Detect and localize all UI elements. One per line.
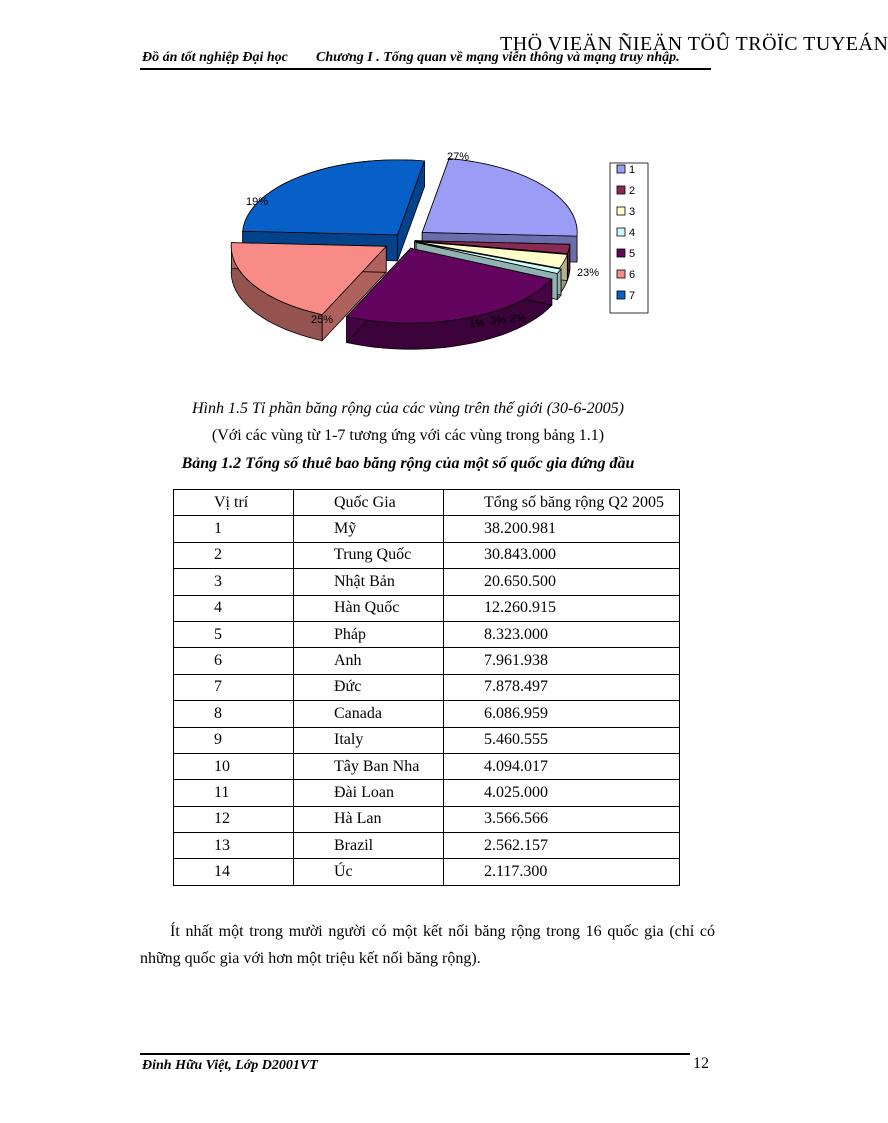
legend-label: 6 bbox=[629, 269, 636, 281]
table-cell-rank: 4 bbox=[174, 595, 294, 621]
table-cell-rank: 3 bbox=[174, 569, 294, 595]
table-cell-country: Brazil bbox=[294, 833, 444, 859]
table-cell-rank: 2 bbox=[174, 542, 294, 568]
table-cell-rank: 14 bbox=[174, 859, 294, 885]
table-row bbox=[174, 621, 680, 647]
page-number: 12 bbox=[693, 1055, 709, 1072]
table-cell-country: Nhật Bản bbox=[294, 569, 444, 595]
table-title: Bảng 1.2 Tổng số thuê bao băng rộng của một số quốc gia đứng đầu bbox=[181, 455, 635, 472]
body-paragraph: Ít nhất một trong mười người có một kết nối băng rộng trong 16 quốc gia (chỉ có những quốc gia với hơn một triệu kết nối băng rộng). bbox=[140, 923, 715, 967]
table-cell-rank: 1 bbox=[174, 516, 294, 542]
table-cell-country: Trung Quốc bbox=[294, 542, 444, 568]
table-cell-country: Đài Loan bbox=[294, 780, 444, 806]
table-cell-country: Mỹ bbox=[294, 516, 444, 542]
header-chapter-title: Chương I . Tổng quan về mạng viễn thông và mạng truy nhập. bbox=[316, 50, 680, 65]
table-cell-rank: 7 bbox=[174, 674, 294, 700]
figure-note: (Với các vùng từ 1-7 tương ứng với các vùng trong bảng 1.1) bbox=[211, 427, 605, 444]
pie-data-label: 23% bbox=[576, 267, 600, 279]
table-row bbox=[174, 674, 680, 700]
legend-label: 7 bbox=[629, 290, 636, 302]
legend-label: 4 bbox=[629, 227, 636, 239]
pie-data-label: 2% bbox=[510, 313, 526, 325]
table-cell-total: 20.650.500 bbox=[444, 569, 680, 595]
footer-author: Đinh Hữu Việt, Lớp D2001VT bbox=[142, 1058, 318, 1073]
pie-chart bbox=[0, 0, 816, 380]
table-row bbox=[174, 727, 680, 753]
table-cell-rank: 11 bbox=[174, 780, 294, 806]
table-header-cell: Tổng số băng rộng Q2 2005 bbox=[444, 490, 680, 516]
legend-label: 2 bbox=[629, 185, 636, 197]
table-cell-rank: 6 bbox=[174, 648, 294, 674]
table-cell-country: Italy bbox=[294, 727, 444, 753]
table-row bbox=[174, 701, 680, 727]
table-cell-total: 2.117.300 bbox=[444, 859, 680, 885]
pie-slice-top bbox=[422, 159, 577, 237]
table-cell-country: Hàn Quốc bbox=[294, 595, 444, 621]
table-row bbox=[174, 595, 680, 621]
table-cell-total: 4.025.000 bbox=[444, 780, 680, 806]
table-cell-total: 30.843.000 bbox=[444, 542, 680, 568]
table-cell-total: 3.566.566 bbox=[444, 806, 680, 832]
legend-swatch bbox=[617, 228, 625, 236]
table-row bbox=[174, 833, 680, 859]
chart-legend bbox=[610, 163, 648, 313]
broadband-table bbox=[173, 489, 680, 886]
table-cell-rank: 13 bbox=[174, 833, 294, 859]
table-cell-total: 8.323.000 bbox=[444, 621, 680, 647]
table-cell-total: 5.460.555 bbox=[444, 727, 680, 753]
footer-divider bbox=[140, 1053, 690, 1055]
table-cell-total: 38.200.981 bbox=[444, 516, 680, 542]
table-row bbox=[174, 806, 680, 832]
pie-data-label: 1% bbox=[469, 318, 485, 330]
table-cell-total: 12.260.915 bbox=[444, 595, 680, 621]
table-cell-country: Pháp bbox=[294, 621, 444, 647]
legend-label: 3 bbox=[629, 206, 636, 218]
table-cell-rank: 9 bbox=[174, 727, 294, 753]
table-row bbox=[174, 542, 680, 568]
table-cell-total: 7.878.497 bbox=[444, 674, 680, 700]
legend-swatch bbox=[617, 207, 625, 215]
pie-data-label: 25% bbox=[310, 314, 334, 326]
table-cell-rank: 10 bbox=[174, 753, 294, 779]
table-row bbox=[174, 516, 680, 542]
table-cell-rank: 8 bbox=[174, 701, 294, 727]
table-cell-rank: 12 bbox=[174, 806, 294, 832]
table-row bbox=[174, 569, 680, 595]
watermark: THÖ VIEÄN ÑIEÄN TÖÛ TRÖÏC TUYEÁN bbox=[500, 33, 888, 55]
pie-data-label: 27% bbox=[446, 151, 470, 163]
table-row bbox=[174, 648, 680, 674]
pie-data-label: 19% bbox=[245, 196, 269, 208]
table-cell-country: Úc bbox=[294, 859, 444, 885]
table-cell-rank: 5 bbox=[174, 621, 294, 647]
table-row bbox=[174, 780, 680, 806]
legend-swatch bbox=[617, 165, 625, 173]
table-header-cell: Vị trí bbox=[174, 490, 294, 516]
table-cell-country: Canada bbox=[294, 701, 444, 727]
legend-swatch bbox=[617, 270, 625, 278]
pie-data-label: 3% bbox=[490, 315, 506, 327]
table-cell-total: 2.562.157 bbox=[444, 833, 680, 859]
table-cell-country: Hà Lan bbox=[294, 806, 444, 832]
table-header-cell: Quốc Gia bbox=[294, 490, 444, 516]
table-cell-country: Anh bbox=[294, 648, 444, 674]
header-document-title: Đồ án tốt nghiệp Đại học bbox=[142, 50, 288, 65]
table-cell-country: Tây Ban Nha bbox=[294, 753, 444, 779]
legend-swatch bbox=[617, 249, 625, 257]
table-row bbox=[174, 753, 680, 779]
legend-swatch bbox=[617, 291, 625, 299]
table-cell-total: 4.094.017 bbox=[444, 753, 680, 779]
legend-label: 5 bbox=[629, 248, 636, 260]
table-cell-total: 6.086.959 bbox=[444, 701, 680, 727]
table-cell-total: 7.961.938 bbox=[444, 648, 680, 674]
table-cell-country: Đức bbox=[294, 674, 444, 700]
table-header-row bbox=[174, 490, 680, 516]
legend-label: 1 bbox=[629, 164, 636, 176]
pie-slice-top bbox=[243, 160, 425, 235]
table-row bbox=[174, 859, 680, 885]
figure-caption: Hình 1.5 Tỉ phần băng rộng của các vùng trên thế giới (30-6-2005) bbox=[191, 400, 625, 417]
legend-swatch bbox=[617, 186, 625, 194]
